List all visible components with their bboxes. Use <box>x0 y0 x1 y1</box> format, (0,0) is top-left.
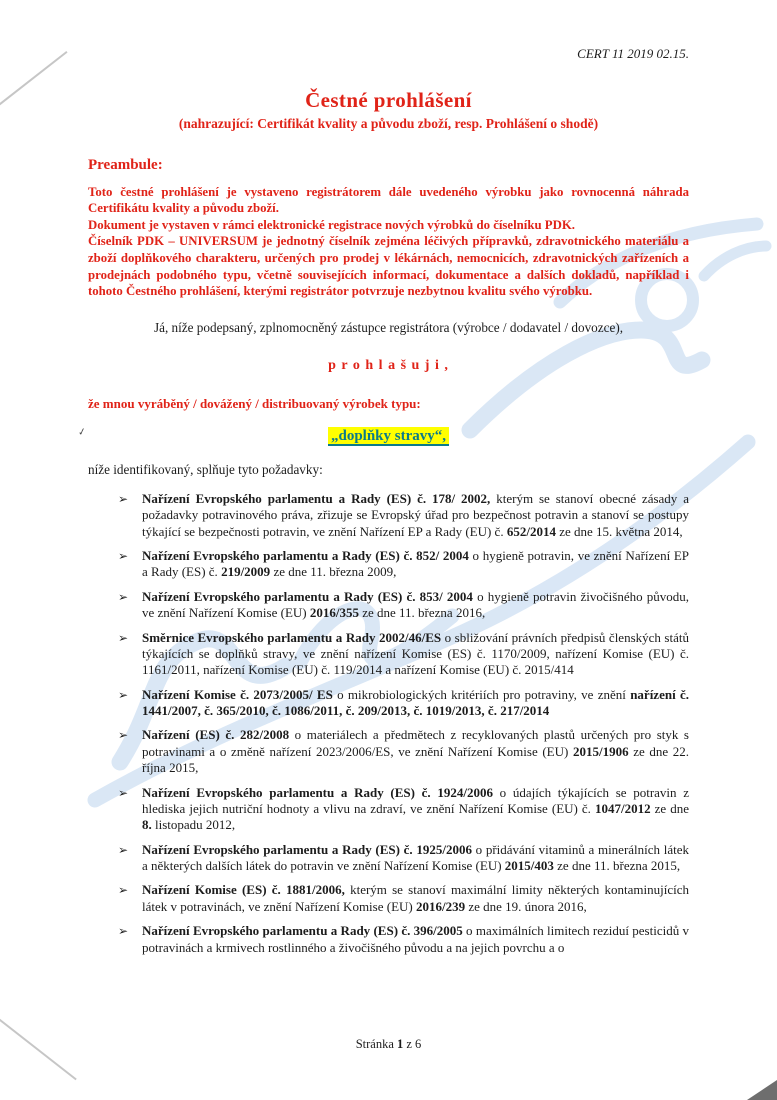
requirement-text: Směrnice Evropského parlamentu a Rady 2002/46/ES o sbližování právních předpisů členských států týkajících se doplňků stravy, ve znění nařízení Komise (ES) č. 1170/2009, nařízení Komise (EU) č. 1161/2011, nařízení Komise (EU) č. 119/2014 a nařízení Komise (EU) č. 2015/414 <box>142 629 689 678</box>
requirement-text: Nařízení (ES) č. 282/2008 o materiálech a předmětech z recyklovaných plastů určených pro styk s potravinami a o změně nařízení 2023/2006/ES, ve znění Nařízení Komise (EU) 2015/1906 ze dne 22. října 2015, <box>142 727 689 776</box>
requirement-text: Nařízení Evropského parlamentu a Rady (ES) č. 853/ 2004 o hygieně potravin živočišného původu, ve znění Nařízení Komise (EU) 2016/355 ze dne 11. března 2016, <box>142 588 690 621</box>
requirement-item <box>118 687 689 720</box>
bullet-arrow-icon: ➢ <box>118 842 129 857</box>
product-type-highlight: „doplňky stravy“, <box>328 427 449 446</box>
requirement-text: Nařízení Evropského parlamentu a Rady (ES) č. 396/2005 o maximálních limitech reziduí pesticidů v potravinách a krmivech rostlinného a živočišného původu a na jejich povrchu a o <box>142 923 690 955</box>
preamble-heading: Preambule: <box>88 157 163 173</box>
requirement-text: Nařízení Komise (ES) č. 1881/2006, kterým se stanoví maximální limity některých kontaminujících látek v potravinách, ve znění Nařízení Komise (EU) 2016/239 ze dne 19. února 2016, <box>142 882 689 914</box>
requirement-item <box>118 842 689 875</box>
declaration-intro: Já, níže podepsaný, zplnomocněný zástupce registrátora (výrobce / dodavatel / dovozce), <box>153 319 624 335</box>
preamble-paragraph-2: Dokument je vystaven v rámci elektronické registrace nových výrobků do číselníku PDK. <box>88 217 575 232</box>
product-type-wrap <box>0 427 777 445</box>
bullet-arrow-icon: ➢ <box>118 589 129 604</box>
requirements-lead: níže identifikovaný, splňuje tyto požadavky: <box>88 461 323 477</box>
product-type-line: že mnou vyráběný / dovážený / distribuovaný výrobek typu: <box>88 395 421 411</box>
requirement-item <box>118 630 689 679</box>
requirement-item <box>118 548 689 581</box>
preamble-paragraph-1: Toto čestné prohlášení je vystaveno registrátorem dále uvedeného výrobku jako rovnocenná náhrada Certifikátu kvality a původu zboží. <box>88 184 689 216</box>
pen-mark: ✓ <box>76 426 88 439</box>
requirement-item <box>118 589 689 622</box>
bullet-arrow-icon: ➢ <box>118 549 129 563</box>
requirement-item <box>118 491 689 540</box>
page-footer <box>0 1037 777 1052</box>
preamble-paragraph-3: Číselník PDK – UNIVERSUM je jednotný číselník zejména léčivých přípravků, zdravotnického materiálu a zboží doplňkového charakteru, určených pro prodej v lékárnách, nemocnicích, zdravotnických zařízeních a prodejnách podobného typu, včetně souvisejících informací, dokumentace a dalších dokladů, například i tohoto Čestného prohlášení, kterými registrátor potvrzuje nezbytnou kvalitu svého výrobku. <box>88 234 689 299</box>
document-subtitle: (nahrazující: Certifikát kvality a původu zboží, resp. Prohlášení o shodě) <box>178 116 599 131</box>
preamble-section <box>0 156 777 300</box>
bullet-arrow-icon: ➢ <box>118 630 129 645</box>
bullet-arrow-icon: ➢ <box>118 924 129 939</box>
page-footer-prefix: Stránka <box>355 1037 397 1051</box>
bullet-arrow-icon: ➢ <box>118 883 129 898</box>
bullet-arrow-icon: ➢ <box>118 785 129 800</box>
requirement-text: Nařízení Evropského parlamentu a Rady (ES) č. 178/ 2002, kterým se stanoví obecné zásady a požadavky potravinového práva, zřizuje se Evropský úřad pro bezpečnost potravin a stanoví se postupy týkající se bezpečnosti potravin, ve znění Nařízení EP a Rady (EU) č. 652/2014 ze dne 15. května 2014, <box>142 490 689 539</box>
doc-code: CERT 11 2019 02.15. <box>577 46 689 61</box>
requirement-text: Nařízení Evropského parlamentu a Rady (ES) č. 1925/2006 o přidávání vitaminů a minerálních látek a některých dalších látek do potravin ve znění Nařízení Komise (EU) 2015/403 ze dne 11. března 2015, <box>142 841 689 873</box>
bullet-arrow-icon: ➢ <box>118 491 129 506</box>
document-title: Čestné prohlášení <box>305 88 472 112</box>
scan-artifact-bottom-right <box>747 1080 777 1100</box>
requirement-item <box>118 727 689 776</box>
bullet-arrow-icon: ➢ <box>118 728 129 743</box>
requirement-item <box>118 882 689 915</box>
requirement-text: Nařízení Evropského parlamentu a Rady (ES) č. 1924/2006 o údajích týkajících se potravin z hlediska jejich nutriční hodnoty a vlivu na zdraví, ve znění Nařízení Komise (EU) č. 1047/2012 ze dne 8. listopadu 2012, <box>142 784 690 833</box>
declaration-verb: p r o h l a š u j i , <box>328 357 449 373</box>
page-number: 1 <box>397 1037 404 1051</box>
requirement-text: Nařízení Evropského parlamentu a Rady (ES) č. 852/ 2004 o hygieně potravin, ve znění Nařízení EP a Rady (ES) č. 219/2009 ze dne 11. března 2009, <box>142 548 690 580</box>
page-footer-suffix: z 6 <box>403 1037 422 1051</box>
requirements-list <box>0 491 777 956</box>
requirement-text: Nařízení Komise č. 2073/2005/ ES o mikrobiologických kritériích pro potraviny, ve znění nařízení č. 1441/2007, č. 365/2010, č. 1086/2011, č. 209/2013, č. 1019/2013, č. 217/2014 <box>142 686 689 718</box>
bullet-arrow-icon: ➢ <box>118 687 129 702</box>
requirement-item <box>118 923 689 956</box>
requirement-item <box>118 785 689 834</box>
